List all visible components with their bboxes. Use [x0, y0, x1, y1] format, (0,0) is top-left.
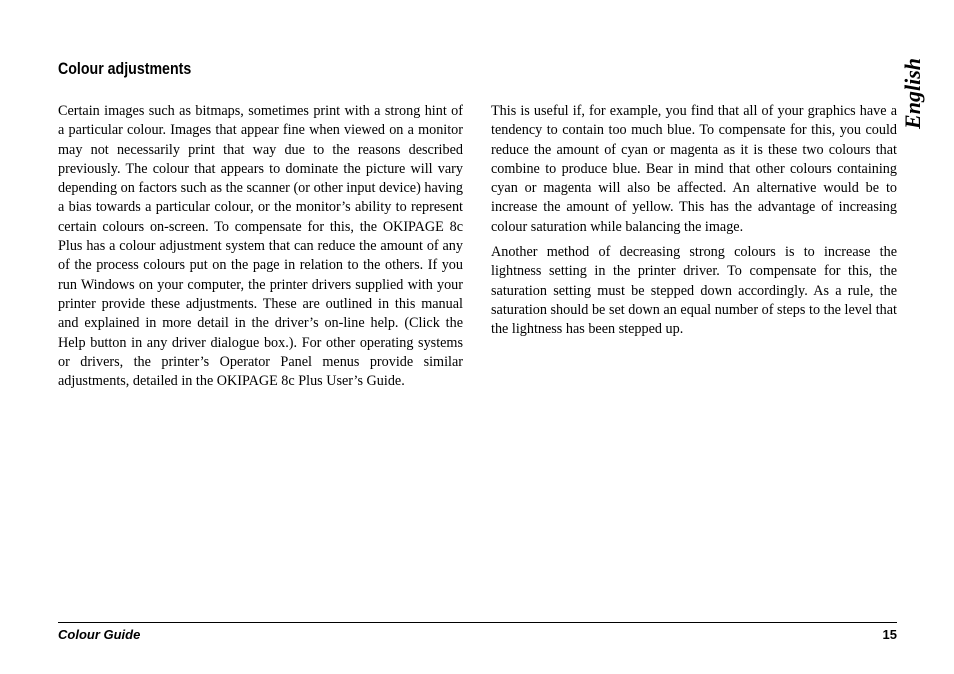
footer-divider [58, 622, 897, 623]
page-number: 15 [882, 627, 897, 642]
right-paragraph-1: This is useful if, for example, you find that all of your graphics have a tendency to contain too much blue. To compensate for this, you could reduce the amount of cyan or magenta as it is these two colours that combine to produce blue. Bear in mind that other colours containing cyan or magenta will also be affected. An alternative would be to increase the amount of yellow. This has the advantage of increasing colour saturation while balancing the image. [491, 103, 897, 235]
section-heading: Colour adjustments [58, 60, 192, 78]
left-paragraph-1: Certain images such as bitmaps, sometimes print with a strong hint of a particular colour. Images that appear fine when viewed on a monitor may not necessarily print that way due to the reasons described previously. The colour that appears to dominate the picture will vary depending on factors such as the scanner (or other input device) having a bias towards a particular colour, or the monitor’s ability to represent certain colours on-screen. To compensate for this, the OKIPAGE 8c Plus has a colour adjustment system that can reduce the amount of any of the process colours put on the page in relation to the others. If you run Windows on your computer, the printer drivers supplied with your printer provide these adjustments. These are outlined in this manual and explained in more detail in the driver’s on-line help. (Click the Help button in any driver dialogue box.). For other operating systems or drivers, the printer’s Operator Panel menus provide similar adjustments, detailed in the OKIPAGE 8c Plus User’s Guide. [58, 103, 463, 390]
left-text-column [58, 102, 463, 397]
right-paragraph-2: Another method of decreasing strong colours is to increase the lightness setting in the printer driver. To compensate for this, the saturation setting must be stepped down accordingly. As a rule, the saturation should be set down an equal number of steps to the level that the lightness has been stepped up. [491, 244, 897, 338]
language-side-tab: English [900, 58, 925, 129]
footer-title: Colour Guide [58, 627, 141, 642]
right-text-column [491, 102, 897, 346]
